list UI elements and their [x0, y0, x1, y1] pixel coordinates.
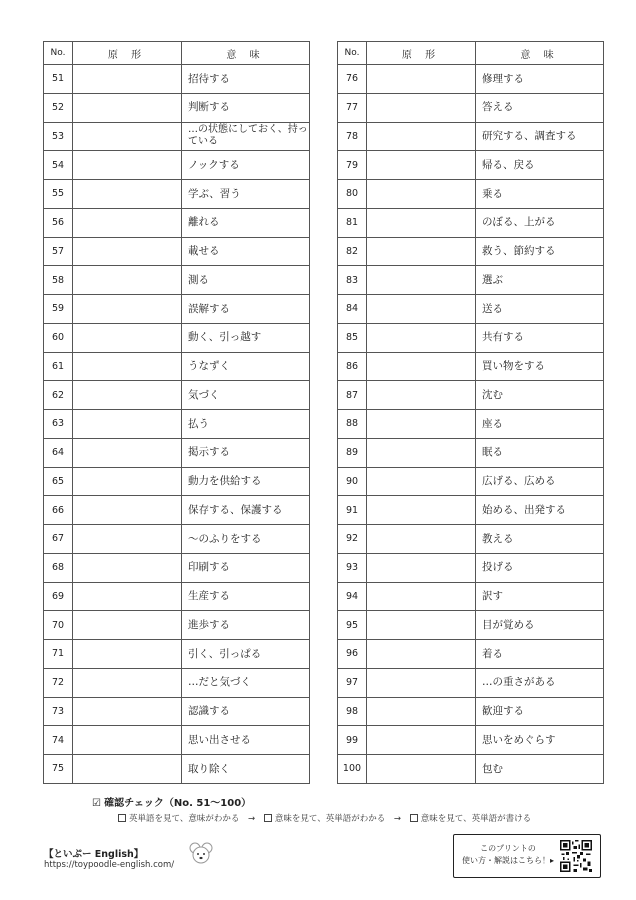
table-row — [44, 122, 310, 151]
row-number: 61 — [44, 352, 73, 381]
row-number: 57 — [44, 237, 73, 266]
checkbox-icon: ☑ — [92, 798, 101, 809]
meaning-cell: 思いをめぐらす — [476, 726, 604, 755]
row-number: 58 — [44, 266, 73, 295]
meaning-cell: 買い物をする — [476, 352, 604, 381]
check-item: 意味を見て、英単語がわかる — [274, 814, 386, 824]
form-answer-cell[interactable] — [73, 467, 182, 496]
meaning-cell: 救う、節約する — [476, 237, 604, 266]
row-number: 99 — [338, 726, 367, 755]
meaning-cell: 測る — [182, 266, 310, 295]
form-answer-cell[interactable] — [73, 611, 182, 640]
header-form: 原 形 — [367, 42, 476, 65]
table-row — [338, 726, 604, 755]
row-number: 79 — [338, 151, 367, 180]
row-number: 63 — [44, 410, 73, 439]
table-row — [44, 93, 310, 122]
meaning-cell: 沈む — [476, 381, 604, 410]
meaning-cell: ～のふりをする — [182, 525, 310, 554]
meaning-cell: 離れる — [182, 208, 310, 237]
table-row — [44, 180, 310, 209]
row-number: 60 — [44, 323, 73, 352]
form-answer-cell[interactable] — [367, 438, 476, 467]
table-row — [44, 266, 310, 295]
meaning-cell: 動力を供給する — [182, 467, 310, 496]
form-answer-cell[interactable] — [73, 93, 182, 122]
form-answer-cell[interactable] — [367, 410, 476, 439]
table-row — [338, 122, 604, 151]
row-number: 70 — [44, 611, 73, 640]
form-answer-cell[interactable] — [367, 496, 476, 525]
check-section — [92, 794, 251, 809]
form-answer-cell[interactable] — [367, 151, 476, 180]
row-number: 85 — [338, 323, 367, 352]
table-row — [338, 496, 604, 525]
table-row — [44, 410, 310, 439]
form-answer-cell[interactable] — [73, 438, 182, 467]
form-answer-cell[interactable] — [367, 266, 476, 295]
meaning-cell: 座る — [476, 410, 604, 439]
guide-line-1: このプリントの — [480, 844, 536, 853]
table-row — [44, 295, 310, 324]
meaning-cell: 招待する — [182, 65, 310, 94]
row-number: 76 — [338, 65, 367, 94]
table-row — [44, 467, 310, 496]
row-number: 81 — [338, 208, 367, 237]
meaning-cell: …の状態にしておく、持っている — [182, 122, 310, 151]
meaning-cell: 印刷する — [182, 553, 310, 582]
meaning-cell: 判断する — [182, 93, 310, 122]
header-meaning: 意 味 — [182, 42, 310, 65]
row-number: 59 — [44, 295, 73, 324]
table-row — [338, 208, 604, 237]
table-row — [338, 553, 604, 582]
form-answer-cell[interactable] — [73, 352, 182, 381]
table-row — [44, 697, 310, 726]
meaning-cell: 乗る — [476, 180, 604, 209]
form-answer-cell[interactable] — [73, 237, 182, 266]
table-row — [338, 151, 604, 180]
meaning-cell: 研究する、調査する — [476, 122, 604, 151]
form-answer-cell[interactable] — [367, 352, 476, 381]
row-number: 77 — [338, 93, 367, 122]
meaning-cell: 眠る — [476, 438, 604, 467]
guide-line-2: 使い方・解説はこちら！▸ — [461, 856, 554, 866]
row-number: 83 — [338, 266, 367, 295]
form-answer-cell[interactable] — [73, 582, 182, 611]
meaning-cell: 払う — [182, 410, 310, 439]
meaning-cell: 訳す — [476, 582, 604, 611]
arrow-icon: → — [248, 814, 256, 824]
meaning-cell: 認識する — [182, 697, 310, 726]
table-row — [338, 438, 604, 467]
form-answer-cell[interactable] — [367, 65, 476, 94]
arrow-icon: → — [393, 814, 402, 824]
form-answer-cell[interactable] — [367, 180, 476, 209]
qr-code-icon[interactable] — [560, 840, 592, 872]
row-number: 93 — [338, 553, 367, 582]
table-row — [44, 438, 310, 467]
meaning-cell: 誤解する — [182, 295, 310, 324]
form-answer-cell[interactable] — [367, 295, 476, 324]
meaning-cell: 目が覚める — [476, 611, 604, 640]
table-row — [338, 582, 604, 611]
table-row — [338, 525, 604, 554]
form-answer-cell[interactable] — [367, 467, 476, 496]
row-number: 75 — [44, 755, 73, 784]
header-no: No. — [44, 42, 73, 65]
meaning-cell: 投げる — [476, 553, 604, 582]
form-answer-cell[interactable] — [73, 697, 182, 726]
meaning-cell: 生産する — [182, 582, 310, 611]
meaning-cell: 広げる、広める — [476, 467, 604, 496]
form-answer-cell[interactable] — [367, 381, 476, 410]
form-answer-cell[interactable] — [367, 640, 476, 669]
form-answer-cell[interactable] — [73, 640, 182, 669]
table-row — [44, 208, 310, 237]
row-number: 56 — [44, 208, 73, 237]
row-number: 51 — [44, 65, 73, 94]
meaning-cell: 歓迎する — [476, 697, 604, 726]
meaning-cell: のぼる、上がる — [476, 208, 604, 237]
meaning-cell: 取り除く — [182, 755, 310, 784]
meaning-cell: 共有する — [476, 323, 604, 352]
row-number: 53 — [44, 122, 73, 151]
form-answer-cell[interactable] — [367, 525, 476, 554]
table-row — [44, 381, 310, 410]
table-row — [44, 611, 310, 640]
check-title: 確認チェック（No. 51～100） — [104, 798, 252, 809]
meaning-cell: 進歩する — [182, 611, 310, 640]
table-row — [338, 295, 604, 324]
poodle-logo-icon — [186, 838, 216, 868]
meaning-cell: ノックする — [182, 151, 310, 180]
vocab-table-left — [43, 41, 310, 784]
meaning-cell: …の重さがある — [476, 668, 604, 697]
table-row — [338, 352, 604, 381]
meaning-cell: 帰る、戻る — [476, 151, 604, 180]
meaning-cell: 動く、引っ越す — [182, 323, 310, 352]
row-number: 74 — [44, 726, 73, 755]
meaning-cell: 修理する — [476, 65, 604, 94]
form-answer-cell[interactable] — [73, 553, 182, 582]
header-no: No. — [338, 42, 367, 65]
table-row — [44, 582, 310, 611]
row-number: 84 — [338, 295, 367, 324]
meaning-cell: 包む — [476, 755, 604, 784]
meaning-cell: 教える — [476, 525, 604, 554]
form-answer-cell[interactable] — [367, 553, 476, 582]
row-number: 97 — [338, 668, 367, 697]
row-number: 92 — [338, 525, 367, 554]
vocab-table-right — [337, 41, 604, 784]
row-number: 91 — [338, 496, 367, 525]
meaning-cell: 掲示する — [182, 438, 310, 467]
table-row — [338, 611, 604, 640]
table-row — [44, 323, 310, 352]
table-header — [44, 42, 310, 65]
guide-link-box[interactable] — [453, 834, 601, 878]
form-answer-cell[interactable] — [73, 266, 182, 295]
meaning-cell: 着る — [476, 640, 604, 669]
row-number: 78 — [338, 122, 367, 151]
row-number: 68 — [44, 553, 73, 582]
meaning-cell: 思い出させる — [182, 726, 310, 755]
meaning-cell: 選ぶ — [476, 266, 604, 295]
header-form: 原 形 — [73, 42, 182, 65]
table-row — [338, 668, 604, 697]
table-row — [44, 668, 310, 697]
row-number: 80 — [338, 180, 367, 209]
table-row — [338, 180, 604, 209]
row-number: 67 — [44, 525, 73, 554]
row-number: 86 — [338, 352, 367, 381]
row-number: 94 — [338, 582, 367, 611]
form-answer-cell[interactable] — [73, 151, 182, 180]
checkbox[interactable] — [118, 814, 126, 822]
check-item: 意味を見て、英単語が書ける — [420, 814, 532, 824]
table-row — [44, 726, 310, 755]
table-row — [338, 410, 604, 439]
form-answer-cell[interactable] — [73, 295, 182, 324]
table-row — [44, 496, 310, 525]
check-items — [118, 812, 531, 824]
form-answer-cell[interactable] — [73, 668, 182, 697]
row-number: 64 — [44, 438, 73, 467]
row-number: 72 — [44, 668, 73, 697]
form-answer-cell[interactable] — [73, 180, 182, 209]
row-number: 73 — [44, 697, 73, 726]
meaning-cell: 気づく — [182, 381, 310, 410]
table-row — [338, 65, 604, 94]
table-row — [338, 467, 604, 496]
row-number: 95 — [338, 611, 367, 640]
guide-text — [460, 843, 556, 868]
meaning-cell: 送る — [476, 295, 604, 324]
row-number: 89 — [338, 438, 367, 467]
checkbox[interactable] — [264, 814, 272, 822]
meaning-cell: 保存する、保護する — [182, 496, 310, 525]
meaning-cell: 答える — [476, 93, 604, 122]
form-answer-cell[interactable] — [367, 237, 476, 266]
table-row — [44, 525, 310, 554]
form-answer-cell[interactable] — [367, 208, 476, 237]
meaning-cell: 引く、引っぱる — [182, 640, 310, 669]
form-answer-cell[interactable] — [73, 381, 182, 410]
row-number: 62 — [44, 381, 73, 410]
form-answer-cell[interactable] — [367, 726, 476, 755]
meaning-cell: うなずく — [182, 352, 310, 381]
brand-name: 【といぷー English】 — [44, 849, 144, 860]
table-row — [44, 151, 310, 180]
form-answer-cell[interactable] — [73, 496, 182, 525]
row-number: 65 — [44, 467, 73, 496]
form-answer-cell[interactable] — [73, 755, 182, 784]
table-row — [44, 65, 310, 94]
row-number: 100 — [338, 755, 367, 784]
header-meaning: 意 味 — [476, 42, 604, 65]
meaning-cell: 学ぶ、習う — [182, 180, 310, 209]
row-number: 54 — [44, 151, 73, 180]
table-row — [44, 755, 310, 784]
form-answer-cell[interactable] — [73, 525, 182, 554]
form-answer-cell[interactable] — [367, 323, 476, 352]
form-answer-cell[interactable] — [73, 122, 182, 151]
form-answer-cell[interactable] — [73, 410, 182, 439]
form-answer-cell[interactable] — [367, 668, 476, 697]
table-header — [338, 42, 604, 65]
check-item: 英単語を見て、意味がわかる — [129, 814, 240, 824]
meaning-cell: 始める、出発する — [476, 496, 604, 525]
row-number: 96 — [338, 640, 367, 669]
checkbox[interactable] — [410, 814, 418, 822]
table-row — [338, 697, 604, 726]
form-answer-cell[interactable] — [73, 726, 182, 755]
table-row — [338, 266, 604, 295]
row-number: 82 — [338, 237, 367, 266]
table-row — [338, 237, 604, 266]
form-answer-cell[interactable] — [73, 208, 182, 237]
form-answer-cell[interactable] — [367, 93, 476, 122]
row-number: 66 — [44, 496, 73, 525]
row-number: 87 — [338, 381, 367, 410]
row-number: 71 — [44, 640, 73, 669]
table-row — [338, 755, 604, 784]
form-answer-cell[interactable] — [367, 582, 476, 611]
row-number: 69 — [44, 582, 73, 611]
form-answer-cell[interactable] — [73, 323, 182, 352]
form-answer-cell[interactable] — [367, 611, 476, 640]
table-row — [44, 352, 310, 381]
row-number: 90 — [338, 467, 367, 496]
form-answer-cell[interactable] — [367, 697, 476, 726]
meaning-cell: …だと気づく — [182, 668, 310, 697]
row-number: 98 — [338, 697, 367, 726]
site-url[interactable]: https://toypoodle-english.com/ — [44, 860, 175, 870]
row-number: 52 — [44, 93, 73, 122]
table-row — [338, 93, 604, 122]
table-row — [44, 237, 310, 266]
table-row — [44, 553, 310, 582]
form-answer-cell[interactable] — [367, 122, 476, 151]
form-answer-cell[interactable] — [73, 65, 182, 94]
table-row — [338, 323, 604, 352]
meaning-cell: 載せる — [182, 237, 310, 266]
table-row — [44, 640, 310, 669]
table-row — [338, 381, 604, 410]
row-number: 88 — [338, 410, 367, 439]
form-answer-cell[interactable] — [367, 755, 476, 784]
row-number: 55 — [44, 180, 73, 209]
table-row — [338, 640, 604, 669]
